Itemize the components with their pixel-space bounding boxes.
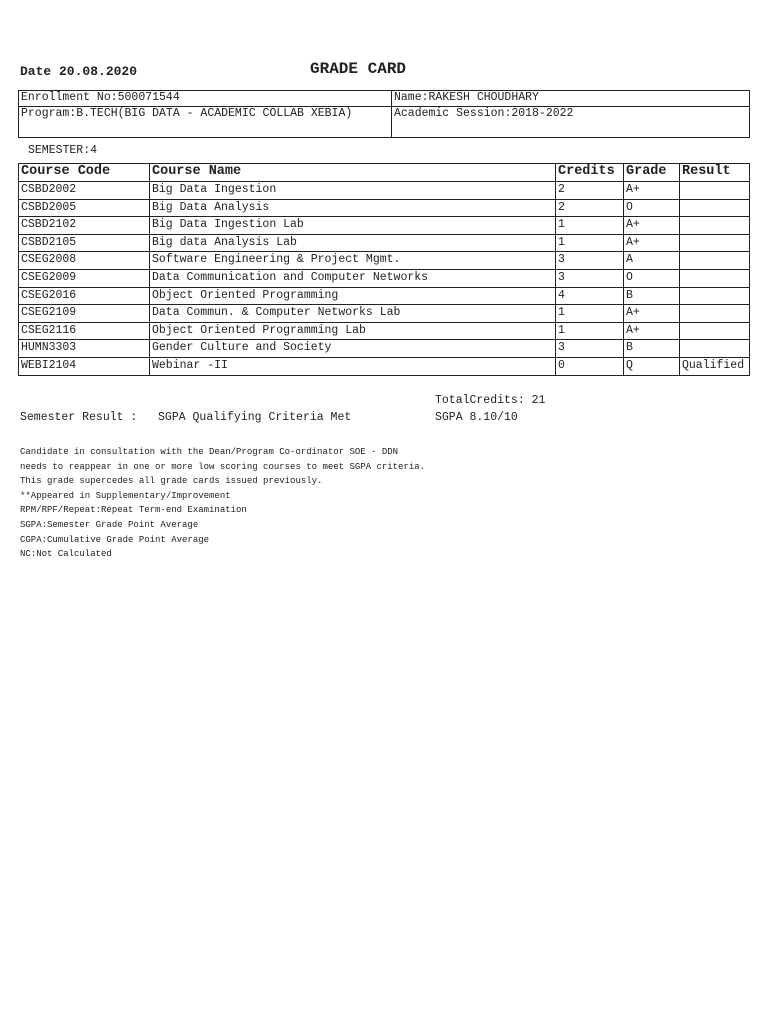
sgpa-value: SGPA 8.10/10 [435,411,518,424]
table-row [19,199,750,217]
grade-cell: O [624,269,680,287]
grade-cell: B [624,340,680,358]
student-info-table [18,90,750,138]
courses-table [18,163,750,376]
course-code-cell: HUMN3303 [19,340,150,358]
header-grade: Grade [624,164,680,182]
course-name-cell: Data Communication and Computer Networks [150,269,556,287]
course-name-cell: Object Oriented Programming Lab [150,322,556,340]
header-course-name: Course Name [150,164,556,182]
course-name-cell: Gender Culture and Society [150,340,556,358]
credits-cell: 2 [556,199,624,217]
footnote-line: **Appeared in Supplementary/Improvement [20,490,231,501]
total-credits: TotalCredits: 21 [435,394,546,407]
course-code-cell: WEBI2104 [19,357,150,375]
result-cell [680,252,750,270]
grade-cell: A+ [624,305,680,323]
course-code-cell: CSBD2105 [19,234,150,252]
table-row [19,234,750,252]
result-cell [680,234,750,252]
course-name-cell: Big Data Ingestion Lab [150,217,556,235]
result-cell [680,305,750,323]
course-name-cell: Object Oriented Programming [150,287,556,305]
academic-session: Academic Session:2018-2022 [392,107,750,138]
table-row [19,182,750,200]
footnote-line: NC:Not Calculated [20,549,112,560]
header-course-code: Course Code [19,164,150,182]
credits-cell: 2 [556,182,624,200]
header-result: Result [680,164,750,182]
footnote-line: CGPA:Cumulative Grade Point Average [20,534,210,545]
footnote-line: needs to reappear in one or more low scoring courses to meet SGPA criteria. [20,461,426,472]
result-cell [680,322,750,340]
grade-cell: Q [624,357,680,375]
grade-cell: A+ [624,217,680,235]
course-code-cell: CSEG2109 [19,305,150,323]
footnote-line: RPM/RPF/Repeat:Repeat Term-end Examination [20,505,247,516]
footnotes [20,445,425,562]
grade-cell: A+ [624,182,680,200]
footnote-line: Candidate in consultation with the Dean/Program Co-ordinator SOE - DDN [20,447,399,457]
credits-cell: 3 [556,252,624,270]
credits-cell: 1 [556,234,624,252]
table-row [19,287,750,305]
course-code-cell: CSEG2008 [19,252,150,270]
table-header-row [19,164,750,182]
result-cell [680,340,750,358]
table-row [19,305,750,323]
course-name-cell: Data Commun. & Computer Networks Lab [150,305,556,323]
credits-cell: 3 [556,340,624,358]
result-cell [680,269,750,287]
enrollment-number: Enrollment No:500071544 [19,91,392,107]
course-code-cell: CSBD2102 [19,217,150,235]
footnote-line: SGPA:Semester Grade Point Average [20,519,199,530]
grade-cell: A [624,252,680,270]
course-name-cell: Big Data Ingestion [150,182,556,200]
result-cell: Qualified [680,357,750,375]
course-name-cell: Big Data Analysis [150,199,556,217]
course-name-cell: Software Engineering & Project Mgmt. [150,252,556,270]
result-cell [680,199,750,217]
course-code-cell: CSBD2002 [19,182,150,200]
semester-label: SEMESTER:4 [28,144,98,157]
credits-cell: 3 [556,269,624,287]
course-code-cell: CSEG2016 [19,287,150,305]
table-row [19,340,750,358]
table-row [19,357,750,375]
table-row [19,252,750,270]
semester-result: Semester Result : SGPA Qualifying Criteria Met [20,411,352,424]
course-code-cell: CSBD2005 [19,199,150,217]
result-cell [680,287,750,305]
student-name: Name:RAKESH CHOUDHARY [392,91,750,107]
grade-cell: O [624,199,680,217]
course-code-cell: CSEG2116 [19,322,150,340]
footnote-line: This grade supercedes all grade cards issued previously. [20,476,323,487]
issue-date: Date 20.08.2020 [20,64,138,79]
credits-cell: 0 [556,357,624,375]
header-credits: Credits [556,164,624,182]
grade-cell: B [624,287,680,305]
result-cell [680,182,750,200]
credits-cell: 1 [556,217,624,235]
program-name: Program:B.TECH(BIG DATA - ACADEMIC COLLAB XEBIA) [19,107,392,138]
table-row [19,322,750,340]
table-row [19,217,750,235]
table-row [19,269,750,287]
page-title: GRADE CARD [310,60,407,78]
grade-cell: A+ [624,234,680,252]
result-cell [680,217,750,235]
credits-cell: 1 [556,305,624,323]
course-name-cell: Big data Analysis Lab [150,234,556,252]
course-name-cell: Webinar -II [150,357,556,375]
credits-cell: 4 [556,287,624,305]
course-code-cell: CSEG2009 [19,269,150,287]
credits-cell: 1 [556,322,624,340]
grade-cell: A+ [624,322,680,340]
